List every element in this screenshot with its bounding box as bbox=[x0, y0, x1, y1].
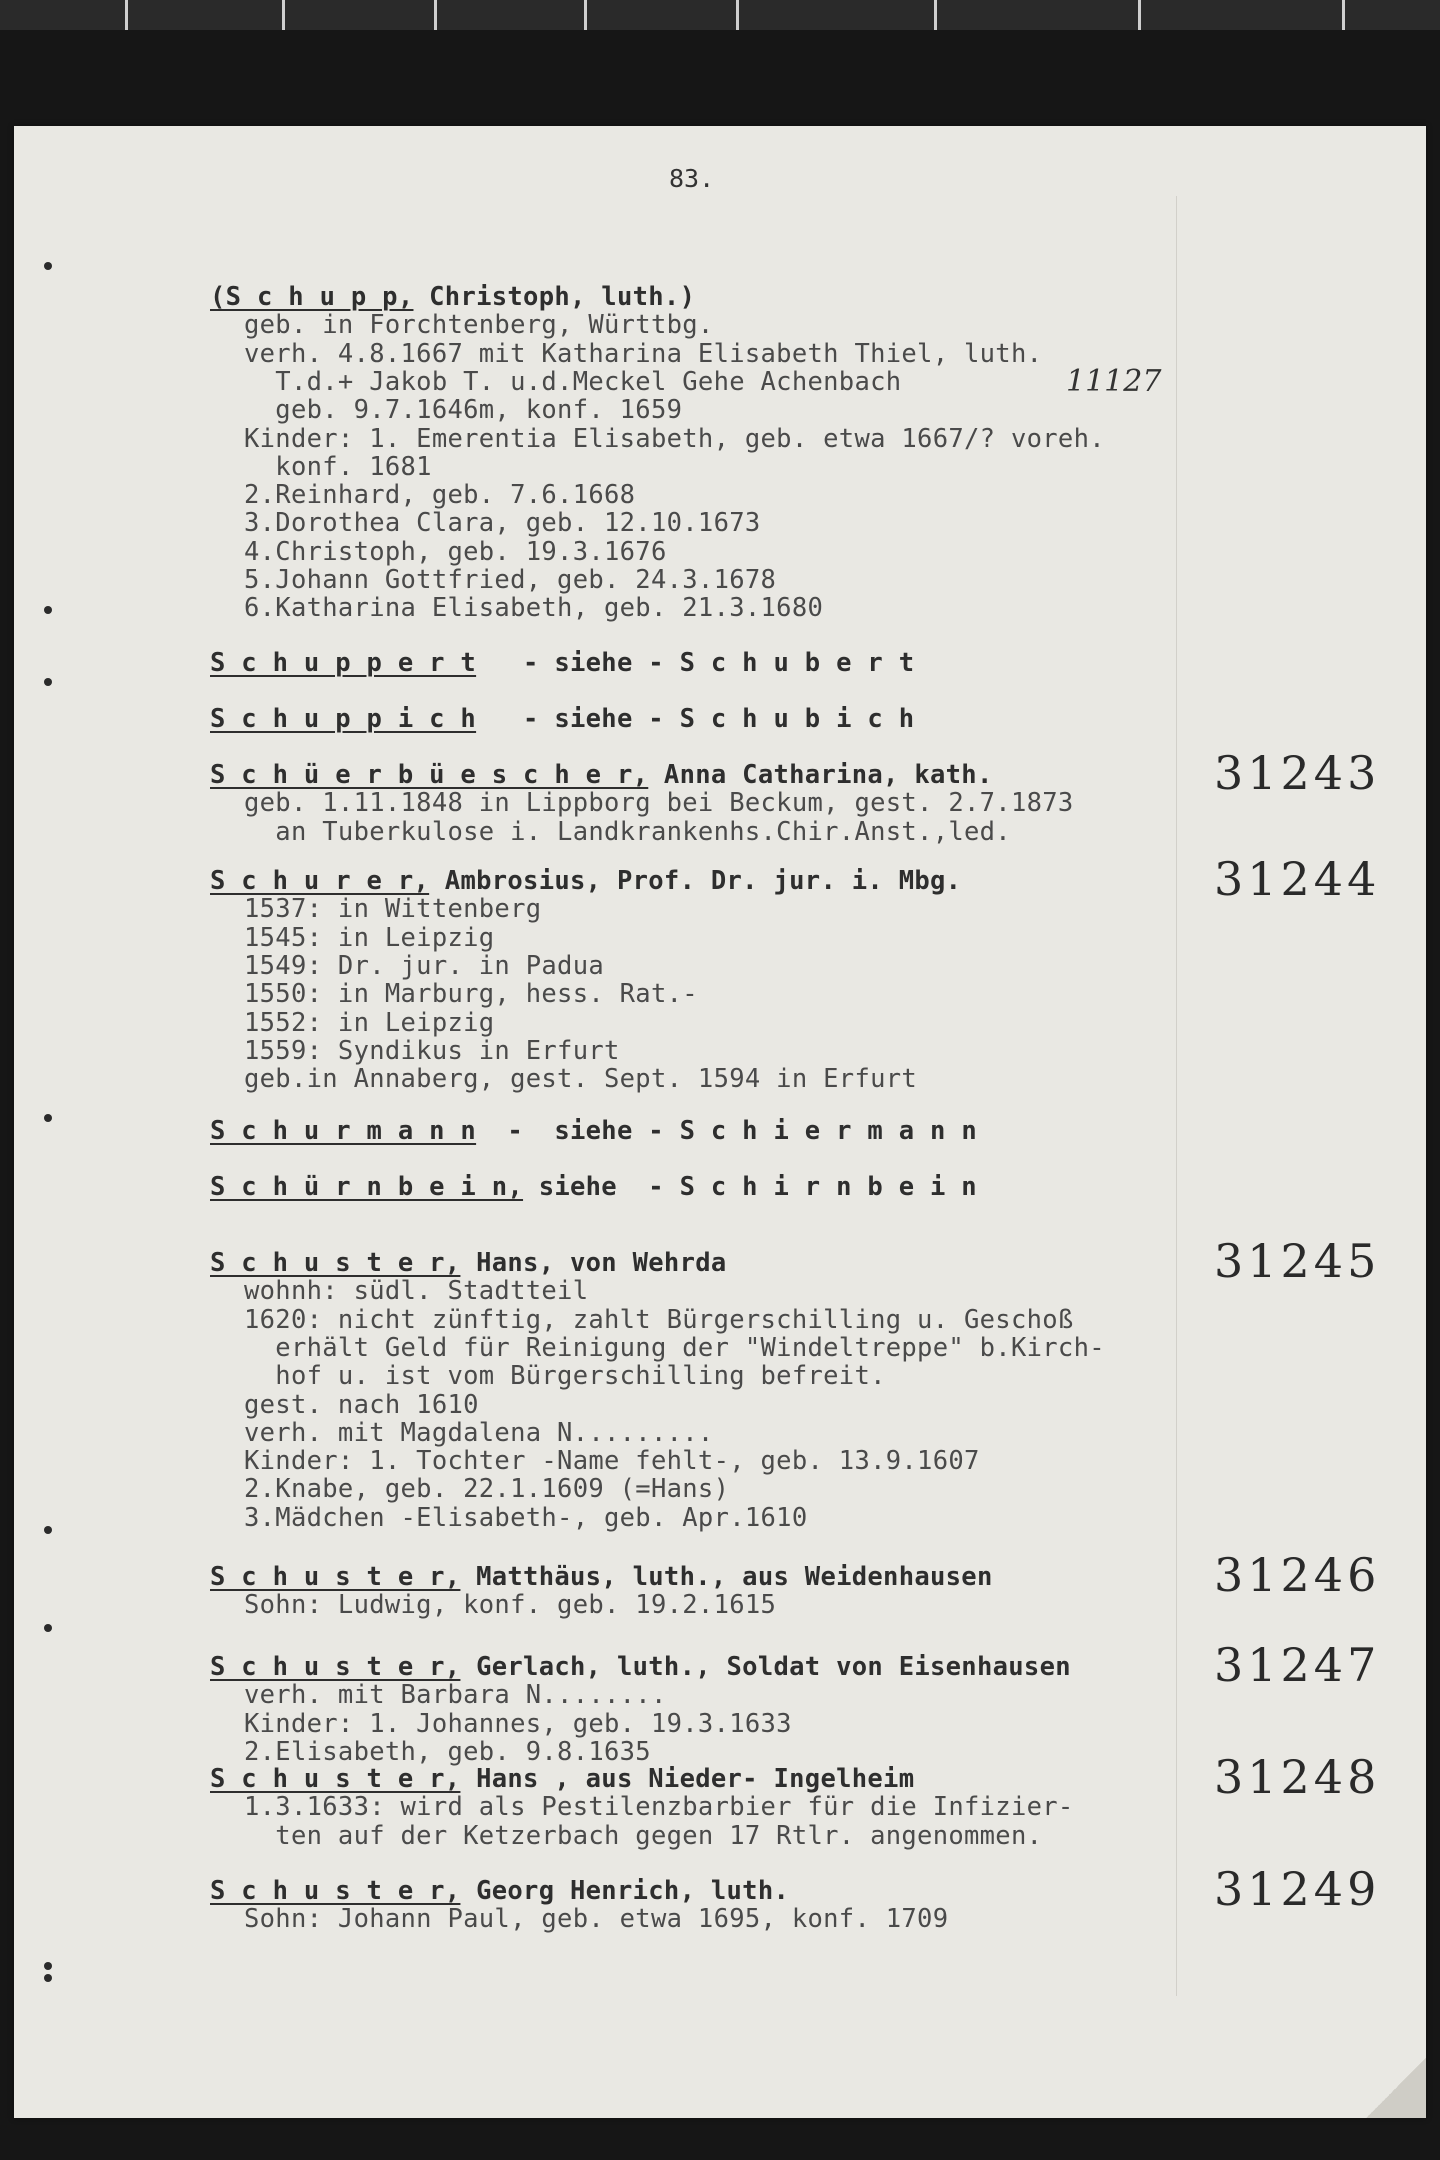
entry-surname: (S c h u p p, bbox=[210, 282, 414, 312]
entry-heading bbox=[210, 760, 993, 790]
entry-detail-line: Kinder: 1. Emerentia Elisabeth, geb. etwa 1667/? voreh. bbox=[244, 423, 1105, 454]
margin-rule bbox=[1176, 196, 1177, 1996]
entry-detail-line: 1550: in Marburg, hess. Rat.- bbox=[244, 979, 698, 1010]
entry-heading-rest: - siehe - S c h u b i c h bbox=[476, 704, 915, 734]
scanner-top-bar bbox=[0, 0, 1440, 30]
punch-hole bbox=[44, 1624, 52, 1632]
entry-detail-line: 4.Christoph, geb. 19.3.1676 bbox=[244, 536, 667, 567]
record-number: 31246 bbox=[1214, 1548, 1381, 1602]
entry-heading bbox=[210, 1876, 789, 1906]
entry-detail-line: erhält Geld für Reinigung der "Windeltreppe" b.Kirch- bbox=[244, 1332, 1105, 1363]
entry-surname: S c h u p p e r t bbox=[210, 648, 477, 678]
punch-hole bbox=[44, 1974, 52, 1982]
entry-heading-rest: Georg Henrich, luth. bbox=[460, 1876, 790, 1906]
entry-heading bbox=[210, 1562, 993, 1592]
entry-heading bbox=[210, 1172, 977, 1202]
entry-detail-line: Kinder: 1. Tochter -Name fehlt-, geb. 13.9.1607 bbox=[244, 1446, 980, 1477]
ruler-tick bbox=[934, 0, 937, 30]
entry-detail-line: gest. nach 1610 bbox=[244, 1389, 479, 1420]
entry-detail-line: ten auf der Ketzerbach gegen 17 Rtlr. angenommen. bbox=[244, 1820, 1043, 1851]
entry-surname: S c h ü r n b e i n, bbox=[210, 1172, 524, 1202]
entry-detail-line: Sohn: Johann Paul, geb. etwa 1695, konf. 1709 bbox=[244, 1904, 949, 1935]
entry-heading bbox=[210, 1248, 727, 1278]
entry-heading-rest: Hans, von Wehrda bbox=[460, 1248, 727, 1278]
entry-heading bbox=[210, 1652, 1071, 1682]
punch-hole bbox=[44, 1962, 52, 1970]
entry-detail-line: verh. mit Barbara N........ bbox=[244, 1680, 667, 1711]
entry-heading-rest: Matthäus, luth., aus Weidenhausen bbox=[460, 1562, 993, 1592]
entry-heading-rest: Hans , aus Nieder- Ingelheim bbox=[460, 1764, 915, 1794]
record-number: 31248 bbox=[1214, 1750, 1381, 1804]
entry-detail-line: 3.Mädchen -Elisabeth-, geb. Apr.1610 bbox=[244, 1502, 808, 1533]
entry-detail-line: 1552: in Leipzig bbox=[244, 1007, 495, 1038]
entry-detail-line: konf. 1681 bbox=[244, 451, 432, 482]
entry-heading-rest: Christoph, luth.) bbox=[413, 282, 696, 312]
entry-detail-line: verh. mit Magdalena N......... bbox=[244, 1417, 714, 1448]
handwritten-note: 11127 bbox=[1066, 364, 1162, 399]
entry-detail-line: 6.Katharina Elisabeth, geb. 21.3.1680 bbox=[244, 593, 824, 624]
entry-surname: S c h u s t e r, bbox=[210, 1652, 461, 1682]
entry-heading bbox=[210, 648, 914, 678]
entry-detail-line: 1549: Dr. jur. in Padua bbox=[244, 950, 605, 981]
ruler-tick bbox=[584, 0, 587, 30]
entry-surname: S c h u r m a n n bbox=[210, 1116, 477, 1146]
entry-surname: S c h u p p i c h bbox=[210, 704, 477, 734]
document-page bbox=[14, 126, 1426, 2118]
entry-surname: S c h u s t e r, bbox=[210, 1562, 461, 1592]
ruler-tick bbox=[1342, 0, 1345, 30]
entry-detail-line: 5.Johann Gottfried, geb. 24.3.1678 bbox=[244, 565, 777, 595]
entry-heading bbox=[210, 866, 961, 896]
entry-detail-line: geb. 9.7.1646m, konf. 1659 bbox=[244, 395, 683, 426]
entry-heading bbox=[210, 1764, 914, 1794]
ruler-tick bbox=[434, 0, 437, 30]
entry-detail-line: geb. in Forchtenberg, Württbg. bbox=[244, 310, 714, 341]
entry-detail-line: 2.Knabe, geb. 22.1.1609 (=Hans) bbox=[244, 1474, 730, 1505]
entry-detail-line: T.d.+ Jakob T. u.d.Meckel Gehe Achenbach bbox=[244, 366, 902, 397]
entry-surname: S c h ü e r b ü e s c h e r, bbox=[210, 760, 649, 790]
ruler-tick bbox=[282, 0, 285, 30]
entry-detail-line: geb. 1.11.1848 in Lippborg bei Beckum, gest. 2.7.1873 bbox=[244, 788, 1074, 819]
entry-heading bbox=[210, 282, 695, 312]
punch-hole bbox=[44, 262, 52, 270]
punch-hole bbox=[44, 678, 52, 686]
entry-detail-line: verh. 4.8.1667 mit Katharina Elisabeth Thiel, luth. bbox=[244, 338, 1043, 369]
entry-detail-line: 2.Elisabeth, geb. 9.8.1635 bbox=[244, 1736, 651, 1767]
punch-hole bbox=[44, 606, 52, 614]
ruler-tick bbox=[1138, 0, 1141, 30]
entry-detail-line: wohnh: südl. Stadtteil bbox=[244, 1276, 589, 1307]
entry-detail-line: geb.in Annaberg, gest. Sept. 1594 in Erfurt bbox=[244, 1064, 918, 1095]
entry-heading-rest: - siehe - S c h i e r m a n n bbox=[476, 1116, 977, 1146]
entry-detail-line: Kinder: 1. Johannes, geb. 19.3.1633 bbox=[244, 1708, 792, 1739]
ruler-tick bbox=[125, 0, 128, 30]
entry-detail-line: 1559: Syndikus in Erfurt bbox=[244, 1035, 620, 1066]
entry-heading-rest: siehe - S c h i r n b e i n bbox=[523, 1172, 977, 1202]
punch-hole bbox=[44, 1526, 52, 1534]
page-corner-fold bbox=[1366, 2058, 1426, 2118]
entry-surname: S c h u r e r, bbox=[210, 866, 430, 896]
entry-heading bbox=[210, 1116, 977, 1146]
entry-heading-rest: Anna Catharina, kath. bbox=[648, 760, 993, 790]
entry-detail-line: Sohn: Ludwig, konf. geb. 19.2.1615 bbox=[244, 1590, 777, 1621]
entry-detail-line: 2.Reinhard, geb. 7.6.1668 bbox=[244, 480, 636, 511]
entry-surname: S c h u s t e r, bbox=[210, 1248, 461, 1278]
punch-hole bbox=[44, 1114, 52, 1122]
entry-surname: S c h u s t e r, bbox=[210, 1764, 461, 1794]
entry-heading-rest: Ambrosius, Prof. Dr. jur. i. Mbg. bbox=[429, 866, 962, 896]
entry-heading-rest: - siehe - S c h u b e r t bbox=[476, 648, 915, 678]
entry-detail-line: 1620: nicht zünftig, zahlt Bürgerschilling u. Geschoß bbox=[244, 1304, 1074, 1335]
entry-detail-line: 1.3.1633: wird als Pestilenzbarbier für die Infizier- bbox=[244, 1792, 1074, 1823]
record-number: 31247 bbox=[1214, 1638, 1381, 1692]
entry-detail-line: 1545: in Leipzig bbox=[244, 922, 495, 953]
entry-heading-rest: Gerlach, luth., Soldat von Eisenhausen bbox=[460, 1652, 1071, 1682]
record-number: 31249 bbox=[1214, 1862, 1381, 1916]
entry-detail-line: 1537: in Wittenberg bbox=[244, 894, 542, 925]
record-number: 31244 bbox=[1214, 852, 1381, 906]
entry-detail-line: 3.Dorothea Clara, geb. 12.10.1673 bbox=[244, 508, 761, 539]
record-number: 31245 bbox=[1214, 1234, 1381, 1288]
entry-detail-line: hof u. ist vom Bürgerschilling befreit. bbox=[244, 1361, 886, 1392]
record-number: 31243 bbox=[1214, 746, 1381, 800]
entry-detail-line: an Tuberkulose i. Landkrankenhs.Chir.Anst.,led. bbox=[244, 816, 1011, 847]
page-number: 83. bbox=[669, 164, 715, 193]
entry-heading bbox=[210, 704, 914, 734]
entry-surname: S c h u s t e r, bbox=[210, 1876, 461, 1906]
ruler-tick bbox=[736, 0, 739, 30]
